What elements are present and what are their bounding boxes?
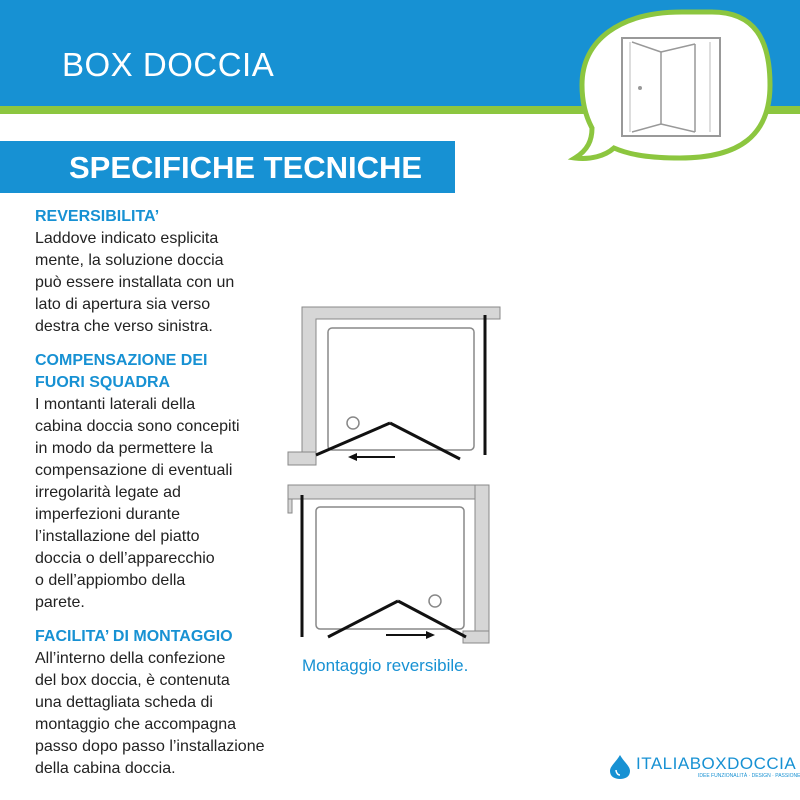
section-body: I montanti laterali della cabina doccia sono concepiti in modo da permettere la compensazione di eventuali irregolarità legate ad imperfezioni durante l’installazione del piatto doccia o dell’apparecchio o dell’appiombo della parete. bbox=[35, 396, 240, 611]
section-heading: COMPENSAZIONE DEI FUORI SQUADRA bbox=[35, 352, 208, 391]
section-body: Laddove indicato esplicita mente, la soluzione doccia può essere installata con un lato di apertura sia verso destra che verso sinistra. bbox=[35, 230, 235, 335]
section-assembly bbox=[35, 626, 305, 780]
page-title: BOX DOCCIA bbox=[62, 46, 275, 83]
plan-right-opening bbox=[288, 485, 489, 643]
brand-name bbox=[636, 754, 796, 774]
brand-logo bbox=[608, 752, 800, 782]
section-reversibility bbox=[35, 206, 295, 338]
section-compensation bbox=[35, 350, 295, 614]
reversible-mounting-diagram bbox=[280, 295, 520, 660]
section-title: SPECIFICHE TECNICHE bbox=[69, 150, 423, 185]
shower-door-illustration bbox=[560, 0, 800, 170]
brand-name-part1: ITALIA bbox=[636, 754, 690, 773]
plan-left-opening bbox=[288, 307, 500, 465]
section-heading: FACILITA’ DI MONTAGGIO bbox=[35, 628, 233, 645]
brand-name-part2: BOXDOCCIA bbox=[689, 754, 797, 773]
section-body: All’interno della confezione del box doccia, è contenuta una dettagliata scheda di montaggio che accompagna passo dopo passo l’installazione della cabina doccia. bbox=[35, 650, 265, 777]
brand-tagline: IDEE FUNZIONALITÀ · DESIGN · PASSIONE bbox=[698, 773, 800, 779]
section-heading: REVERSIBILITA’ bbox=[35, 208, 160, 225]
diagram-caption: Montaggio reversibile. bbox=[302, 656, 469, 675]
water-drop-icon bbox=[608, 754, 632, 780]
